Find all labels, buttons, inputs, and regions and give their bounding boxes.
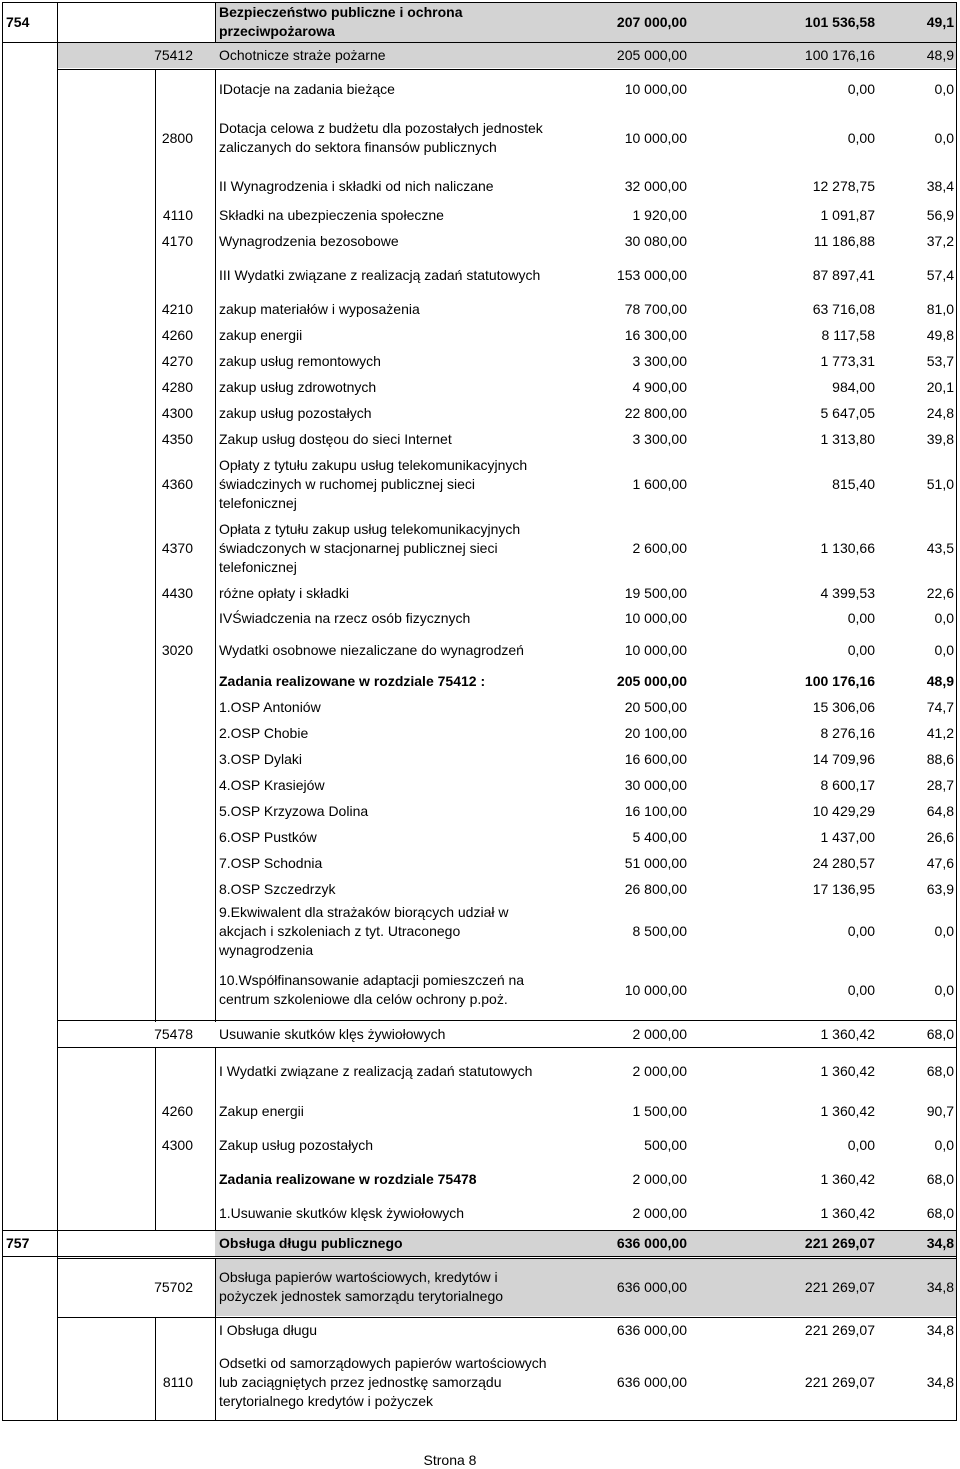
- percent-cell: 34,8: [926, 1373, 954, 1390]
- plan-cell: 26 800,00: [624, 880, 687, 897]
- percent-cell: 0,0: [934, 922, 954, 939]
- name-cell: zakup usług zdrowotnych: [219, 378, 377, 395]
- table-row: [2, 746, 957, 772]
- plan-cell: 20 100,00: [624, 724, 687, 741]
- execution-cell: 12 278,75: [812, 177, 875, 194]
- plan-cell: 10 000,00: [624, 610, 687, 626]
- percent-cell: 0,0: [934, 129, 954, 146]
- name-cell: 7.OSP Schodnia: [219, 854, 323, 871]
- plan-cell: 10 000,00: [624, 80, 687, 97]
- row-divider: [57, 69, 957, 70]
- table-row: [2, 2, 957, 42]
- plan-cell: 16 600,00: [624, 750, 687, 767]
- name-cell: 8.OSP Szczedrzyk: [219, 880, 336, 897]
- name-cell: IDotacje na zadania bieżące: [219, 80, 395, 97]
- table-border: [2, 2, 3, 1421]
- execution-cell: 0,00: [847, 610, 875, 626]
- paragraf-cell: 8110: [162, 1373, 193, 1390]
- percent-cell: 68,0: [926, 1062, 954, 1079]
- table-row: [2, 374, 957, 400]
- name-cell: Zakup usług dostęou do sieci Internet: [219, 430, 452, 447]
- percent-cell: 81,0: [926, 300, 954, 317]
- execution-cell: 8 276,16: [820, 724, 875, 741]
- percent-cell: 49,8: [926, 326, 954, 343]
- execution-cell: 1 360,42: [820, 1103, 875, 1119]
- paragraf-cell: 4170: [161, 232, 193, 249]
- plan-cell: 636 000,00: [616, 1373, 687, 1390]
- percent-cell: 37,2: [926, 232, 954, 249]
- column-divider: [215, 70, 216, 1022]
- plan-cell: 2 000,00: [632, 1025, 687, 1042]
- plan-cell: 10 000,00: [624, 129, 687, 146]
- name-cell: zakup usług pozostałych: [219, 404, 372, 421]
- table-border: [956, 2, 957, 1421]
- percent-cell: 34,8: [926, 1322, 954, 1338]
- execution-cell: 87 897,41: [812, 267, 875, 283]
- plan-cell: 78 700,00: [624, 300, 687, 317]
- plan-cell: 30 080,00: [624, 232, 687, 249]
- rozdzial-cell: 75478: [154, 1025, 193, 1042]
- percent-cell: 88,6: [926, 750, 954, 767]
- name-cell: 4.OSP Krasiejów: [219, 776, 325, 793]
- name-cell: 1.Usuwanie skutków klęsk żywiołowych: [219, 1204, 465, 1221]
- percent-cell: 53,7: [926, 352, 954, 369]
- row-divider: [57, 1317, 957, 1318]
- percent-cell: 63,9: [926, 880, 954, 897]
- name-cell: Opłaty z tytułu zakupu usług telekomunikacyjnych świadczinych w ruchomej publicznej sieci telefonicznej: [219, 456, 528, 511]
- name-cell: Usuwanie skutków klęs żywiołowych: [219, 1025, 446, 1042]
- plan-cell: 636 000,00: [616, 1278, 687, 1295]
- column-divider: [215, 1047, 216, 1230]
- percent-cell: 51,0: [926, 475, 954, 492]
- name-cell: różne opłaty i składki: [219, 584, 349, 601]
- plan-cell: 500,00: [644, 1136, 687, 1153]
- table-row: [2, 1047, 957, 1095]
- row-divider: [2, 1256, 957, 1257]
- execution-cell: 0,00: [847, 981, 875, 998]
- paragraf-cell: 4350: [161, 430, 193, 447]
- execution-cell: 10 429,29: [812, 802, 875, 819]
- table-row: [2, 606, 957, 631]
- paragraf-cell: 4210: [161, 300, 193, 317]
- paragraf-cell: 4110: [162, 206, 193, 223]
- execution-cell: 1 360,42: [820, 1062, 875, 1079]
- name-cell: I Obsługa długu: [219, 1322, 318, 1338]
- percent-cell: 0,0: [934, 80, 954, 97]
- column-divider: [57, 2, 58, 1421]
- paragraf-cell: 4260: [161, 326, 193, 343]
- percent-cell: 20,1: [926, 378, 954, 395]
- table-row: [2, 824, 957, 850]
- table-row: [2, 580, 957, 606]
- percent-cell: 47,6: [926, 854, 954, 871]
- percent-cell: 34,8: [926, 1234, 954, 1251]
- execution-cell: 1 130,66: [820, 539, 875, 556]
- rozdzial-cell: 75412: [154, 46, 193, 63]
- execution-cell: 221 269,07: [804, 1278, 875, 1295]
- plan-cell: 207 000,00: [616, 13, 687, 30]
- percent-cell: 39,8: [926, 430, 954, 447]
- table-row: [2, 1021, 957, 1047]
- execution-cell: 11 186,88: [813, 232, 875, 249]
- table-row: [2, 400, 957, 426]
- paragraf-cell: 3020: [161, 641, 193, 658]
- table-row: [2, 798, 957, 824]
- name-cell: II Wynagrodzenia i składki od nich naliczane: [219, 177, 494, 194]
- column-divider: [215, 2, 216, 42]
- column-divider: [155, 70, 156, 1022]
- table-row: [2, 1162, 957, 1196]
- percent-cell: 90,7: [926, 1103, 954, 1119]
- plan-cell: 1 500,00: [632, 1103, 687, 1119]
- table-row: [2, 1095, 957, 1128]
- table-row: [2, 694, 957, 720]
- table-row: [2, 1258, 957, 1316]
- name-cell: 10.Współfinansowanie adaptacji pomieszczeń na centrum szkoleniowe dla celów ochrony p.poż.: [219, 972, 525, 1007]
- execution-cell: 1 091,87: [820, 206, 875, 223]
- plan-cell: 2 000,00: [632, 1204, 687, 1221]
- name-cell: Odsetki od samorządowych papierów wartościowych lub zaciągniętych przez jednostkę samorządu terytorialnego kredytów i pożyczek: [219, 1354, 547, 1409]
- plan-cell: 636 000,00: [616, 1322, 687, 1338]
- paragraf-cell: 4300: [161, 404, 193, 421]
- table-row: [2, 255, 957, 296]
- paragraf-cell: 4370: [161, 539, 193, 556]
- table-row: [2, 426, 957, 452]
- name-cell: zakup energii: [219, 326, 303, 343]
- plan-cell: 30 000,00: [624, 776, 687, 793]
- name-cell: Zadania realizowane w rozdziale 75412 :: [219, 673, 486, 689]
- table-row: [2, 72, 957, 106]
- table-row: [2, 1318, 957, 1343]
- plan-cell: 2 000,00: [632, 1062, 687, 1079]
- percent-cell: 74,7: [926, 698, 954, 715]
- name-cell: Zadania realizowane w rozdziale 75478: [219, 1170, 477, 1187]
- table-row: [2, 772, 957, 798]
- execution-cell: 4 399,53: [820, 584, 875, 601]
- execution-cell: 0,00: [847, 80, 875, 97]
- plan-cell: 153 000,00: [616, 267, 687, 283]
- plan-cell: 32 000,00: [624, 177, 687, 194]
- name-cell: Ochotnicze straże pożarne: [219, 46, 386, 63]
- table-row: [2, 1343, 957, 1421]
- execution-cell: 15 306,06: [812, 698, 875, 715]
- execution-cell: 1 437,00: [820, 828, 875, 845]
- row-divider: [57, 1020, 957, 1021]
- percent-cell: 38,4: [926, 177, 954, 194]
- percent-cell: 22,6: [926, 584, 954, 601]
- name-cell: 9.Ekwiwalent dla strażaków biorących udział w akcjach i szkoleniach z tyt. Utraconego wynagrodzenia: [219, 903, 509, 958]
- paragraf-cell: 4430: [161, 584, 193, 601]
- paragraf-cell: 2800: [161, 129, 193, 146]
- table-row: [2, 1230, 957, 1256]
- paragraf-cell: 4300: [161, 1136, 193, 1153]
- name-cell: zakup usług remontowych: [219, 352, 381, 369]
- execution-cell: 100 176,16: [804, 673, 875, 689]
- plan-cell: 205 000,00: [616, 673, 687, 689]
- table-row: [2, 720, 957, 746]
- table-row: [2, 850, 957, 876]
- plan-cell: 2 600,00: [632, 539, 687, 556]
- percent-cell: 24,8: [926, 404, 954, 421]
- percent-cell: 56,9: [926, 206, 954, 223]
- row-divider: [57, 1258, 957, 1259]
- table-row: [2, 516, 957, 580]
- row-divider: [57, 1047, 957, 1048]
- table-row: [2, 170, 957, 202]
- table-row: [2, 960, 957, 1020]
- row-divider: [2, 42, 957, 43]
- table-row: [2, 1128, 957, 1162]
- name-cell: Wynagrodzenia bezosobowe: [219, 232, 399, 249]
- percent-cell: 68,0: [926, 1025, 954, 1042]
- percent-cell: 68,0: [926, 1204, 954, 1221]
- execution-cell: 17 136,95: [812, 880, 875, 897]
- percent-cell: 41,2: [926, 724, 954, 741]
- name-cell: Wydatki osobnowe niezaliczane do wynagrodzeń: [219, 641, 524, 658]
- percent-cell: 26,6: [926, 828, 954, 845]
- plan-cell: 3 300,00: [632, 352, 687, 369]
- dzial-cell: 757: [6, 1234, 30, 1251]
- page-number: Strona 8: [423, 1452, 477, 1468]
- execution-cell: 1 773,31: [820, 352, 875, 369]
- table-row: [2, 876, 957, 902]
- table-row: [2, 202, 957, 228]
- budget-table: [2, 2, 957, 1421]
- name-cell: 2.OSP Chobie: [219, 724, 309, 741]
- plan-cell: 1 920,00: [632, 206, 687, 223]
- execution-cell: 8 600,17: [820, 776, 875, 793]
- plan-cell: 51 000,00: [624, 854, 687, 871]
- name-cell: Bezpieczeństwo publiczne i ochrona przeciwpożarowa: [219, 4, 463, 39]
- name-cell: 3.OSP Dylaki: [219, 750, 302, 767]
- table-row: [2, 669, 957, 694]
- plan-cell: 19 500,00: [624, 584, 687, 601]
- plan-cell: 5 400,00: [632, 828, 687, 845]
- name-cell: III Wydatki związane z realizacją zadań statutowych: [219, 267, 541, 283]
- percent-cell: 0,0: [934, 1136, 954, 1153]
- percent-cell: 64,8: [926, 802, 954, 819]
- table-row: [2, 106, 957, 170]
- plan-cell: 205 000,00: [616, 46, 687, 63]
- column-divider: [155, 1047, 156, 1230]
- table-row: [2, 1196, 957, 1230]
- paragraf-cell: 4360: [161, 475, 193, 492]
- name-cell: Składki na ubezpieczenia społeczne: [219, 206, 444, 223]
- name-cell: Obsługa papierów wartościowych, kredytów i pożyczek jednostek samorządu terytorialnego: [219, 1269, 504, 1304]
- paragraf-cell: 4280: [161, 378, 193, 395]
- plan-cell: 20 500,00: [624, 698, 687, 715]
- plan-cell: 10 000,00: [624, 641, 687, 658]
- percent-cell: 0,0: [934, 641, 954, 658]
- name-cell: Opłata z tytułu zakup usług telekomunikacyjnych świadczonych w stacjonarnej publicznej sieci telefonicznej: [219, 520, 521, 575]
- percent-cell: 43,5: [926, 539, 954, 556]
- table-row: [2, 296, 957, 322]
- execution-cell: 984,00: [832, 378, 875, 395]
- execution-cell: 1 360,42: [820, 1204, 875, 1221]
- execution-cell: 100 176,16: [804, 46, 875, 63]
- plan-cell: 2 000,00: [632, 1170, 687, 1187]
- plan-cell: 4 900,00: [632, 378, 687, 395]
- dzial-cell: 754: [6, 13, 30, 30]
- name-cell: 1.OSP Antoniów: [219, 698, 321, 715]
- plan-cell: 8 500,00: [632, 922, 687, 939]
- plan-cell: 16 300,00: [624, 326, 687, 343]
- execution-cell: 221 269,07: [804, 1373, 875, 1390]
- execution-cell: 8 117,58: [821, 326, 875, 343]
- column-divider: [155, 1318, 156, 1421]
- execution-cell: 0,00: [847, 641, 875, 658]
- execution-cell: 1 360,42: [820, 1025, 875, 1042]
- table-row: [2, 452, 957, 516]
- name-cell: zakup materiałów i wyposażenia: [219, 300, 420, 317]
- name-cell: Dotacja celowa z budżetu dla pozostałych jednostek zaliczanych do sektora finansów publicznych: [219, 120, 543, 155]
- execution-cell: 14 709,96: [812, 750, 875, 767]
- table-row: [2, 42, 957, 68]
- percent-cell: 49,1: [926, 13, 954, 30]
- execution-cell: 63 716,08: [812, 300, 875, 317]
- row-divider: [2, 1230, 957, 1231]
- name-cell: IVŚwiadczenia na rzecz osób fizycznych: [219, 610, 471, 626]
- execution-cell: 0,00: [847, 1136, 875, 1153]
- percent-cell: 48,9: [926, 673, 954, 689]
- name-cell: I Wydatki związane z realizacją zadań statutowych: [219, 1062, 533, 1079]
- plan-cell: 3 300,00: [632, 430, 687, 447]
- table-row: [2, 322, 957, 348]
- execution-cell: 101 536,58: [804, 13, 875, 30]
- execution-cell: 24 280,57: [812, 854, 875, 871]
- execution-cell: 1 313,80: [820, 430, 875, 447]
- table-border: [2, 2, 957, 3]
- plan-cell: 1 600,00: [632, 475, 687, 492]
- percent-cell: 57,4: [926, 267, 954, 283]
- table-row: [2, 348, 957, 374]
- percent-cell: 48,9: [926, 46, 954, 63]
- paragraf-cell: 4270: [161, 352, 193, 369]
- plan-cell: 10 000,00: [624, 981, 687, 998]
- table-row: [2, 902, 957, 960]
- plan-cell: 22 800,00: [624, 404, 687, 421]
- percent-cell: 34,8: [926, 1278, 954, 1295]
- execution-cell: 0,00: [847, 922, 875, 939]
- percent-cell: 0,0: [934, 610, 954, 626]
- table-border: [2, 1420, 957, 1421]
- column-divider: [215, 1258, 216, 1421]
- execution-cell: 221 269,07: [804, 1234, 875, 1251]
- execution-cell: 1 360,42: [820, 1170, 875, 1187]
- name-cell: Zakup usług pozostałych: [219, 1136, 374, 1153]
- execution-cell: 5 647,05: [820, 404, 875, 421]
- paragraf-cell: 4260: [161, 1103, 193, 1119]
- percent-cell: 68,0: [926, 1170, 954, 1187]
- plan-cell: 16 100,00: [624, 802, 687, 819]
- execution-cell: 221 269,07: [804, 1322, 875, 1338]
- table-row: [2, 631, 957, 669]
- plan-cell: 636 000,00: [616, 1234, 687, 1251]
- rozdzial-cell: 75702: [154, 1278, 193, 1295]
- table-row: [2, 228, 957, 254]
- percent-cell: 0,0: [934, 981, 954, 998]
- name-cell: 6.OSP Pustków: [219, 828, 317, 845]
- execution-cell: 815,40: [832, 475, 875, 492]
- name-cell: Zakup energii: [219, 1103, 304, 1119]
- percent-cell: 28,7: [926, 776, 954, 793]
- name-cell: 5.OSP Krzyzowa Dolina: [219, 802, 369, 819]
- name-cell: Obsługa długu publicznego: [219, 1234, 403, 1251]
- execution-cell: 0,00: [847, 129, 875, 146]
